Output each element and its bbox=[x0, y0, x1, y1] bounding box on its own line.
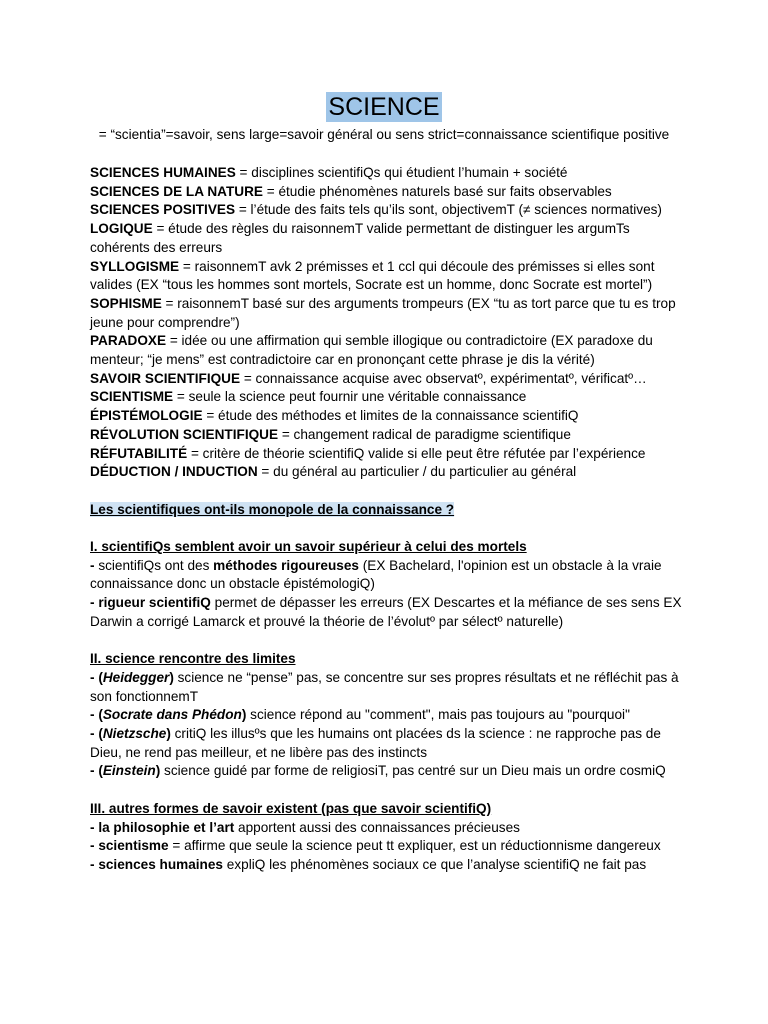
bullet-dash: - bbox=[90, 856, 99, 872]
spacer bbox=[90, 632, 690, 651]
spacer bbox=[90, 781, 690, 800]
definition-text: = étude des règles du raisonnemT valide permettant de distinguer les argumTs cohérents des erreurs bbox=[90, 221, 630, 255]
bullet-author: Socrate dans Phédon bbox=[102, 707, 242, 723]
definition-item bbox=[90, 445, 690, 464]
definition-term: ÉPISTÉMOLOGIE bbox=[90, 408, 203, 424]
bullet-bold: scientisme bbox=[98, 838, 169, 854]
definition-text: = connaissance acquise avec observatº, expérimentatº, vérificatº… bbox=[240, 370, 647, 386]
bullet-text: permet de dépasser les erreurs (EX Descartes et la méfiance de ses sens EX Darwin a corrigé Lamarck et prouvé la théorie de l’évolutº par sélectº naturelle) bbox=[90, 595, 682, 629]
bullet-bold: méthodes rigoureuses bbox=[213, 557, 359, 573]
definition-item bbox=[90, 332, 690, 369]
definition-item bbox=[90, 201, 690, 220]
definition-term: RÉVOLUTION SCIENTIFIQUE bbox=[90, 426, 279, 442]
bullet-text: (EX Bachelard, l'opinion est un obstacle à la vraie connaissance donc un obstacle épistémologiQ) bbox=[90, 557, 662, 592]
definition-term: SCIENCES POSITIVES bbox=[90, 202, 236, 218]
bullet-text: scientifiQs ont des bbox=[98, 557, 214, 573]
definition-item bbox=[90, 426, 690, 445]
bullet-item bbox=[90, 706, 690, 725]
definition-term: SCIENCES DE LA NATURE bbox=[90, 183, 263, 199]
bullet-bold: rigueur scientifiQ bbox=[98, 595, 211, 611]
bullet-text: apportent aussi des connaissances précieuses bbox=[234, 819, 520, 835]
bullet-text: science guidé par forme de religiosiT, pas centré sur un Dieu mais un ordre cosmiQ bbox=[160, 763, 666, 779]
definition-item bbox=[90, 407, 690, 426]
section-heading: III. autres formes de savoir existent (pas que savoir scientifiQ) bbox=[90, 800, 492, 816]
content bbox=[90, 164, 690, 875]
bullet-item bbox=[90, 725, 690, 762]
page-title: SCIENCE bbox=[328, 93, 440, 121]
definition-text: = étude des méthodes et limites de la connaissance scientifiQ bbox=[202, 408, 579, 424]
definition-text: = idée ou une affirmation qui semble illogique ou contradictoire (EX paradoxe du menteur; “je mens” est contradictoire car en prononçant cette phrase je dis la vérité) bbox=[90, 333, 653, 368]
bullet-bold: (Nietzsche) bbox=[98, 726, 171, 742]
title-wrapper bbox=[0, 92, 768, 122]
definition-text: = disciplines scientifiQs qui étudient l’humain + société bbox=[235, 165, 568, 180]
bullet-text: critiQ les illusºs que les humains ont placées ds la science : ne rapproche pas de Dieu, ne rend pas meilleur, et ne libère pas des instincts bbox=[90, 726, 661, 760]
bullet-bold: la philosophie et l’art bbox=[98, 819, 235, 835]
definition-item bbox=[90, 295, 690, 332]
bullet-text: science répond au "comment", mais pas toujours au "pourquoi" bbox=[246, 707, 630, 723]
definition-item bbox=[90, 258, 690, 295]
bullet-bold: (Heidegger) bbox=[98, 669, 174, 685]
bullet-item bbox=[90, 557, 690, 594]
definition-term: SAVOIR SCIENTIFIQUE bbox=[90, 370, 241, 386]
bullet-item bbox=[90, 819, 690, 838]
definition-text: = l’étude des faits tels qu’ils sont, objectivemT (≠ sciences normatives) bbox=[235, 202, 662, 218]
sections bbox=[90, 519, 690, 874]
definition-term: PARADOXE bbox=[90, 333, 167, 349]
bullet-text: expliQ les phénomènes sociaux ce que l’analyse scientifiQ ne fait pas bbox=[223, 856, 647, 872]
definition-text: = changement radical de paradigme scientifique bbox=[278, 426, 571, 442]
definition-term: SCIENCES HUMAINES bbox=[90, 165, 236, 180]
bullet-dash: - bbox=[90, 726, 99, 742]
definition-item bbox=[90, 388, 690, 407]
bullet-dash: - bbox=[90, 595, 99, 611]
bullet-dash: - bbox=[90, 819, 99, 835]
definition-item bbox=[90, 183, 690, 202]
bullet-bold: sciences humaines bbox=[98, 856, 223, 872]
bullet-author: Heidegger bbox=[102, 669, 170, 685]
bullet-dash: - bbox=[90, 838, 99, 854]
definition-item bbox=[90, 370, 690, 389]
bullet-item bbox=[90, 594, 690, 631]
definition-term: DÉDUCTION / INDUCTION bbox=[90, 464, 258, 480]
definitions-list bbox=[90, 164, 690, 482]
section-heading: II. science rencontre des limites bbox=[90, 651, 296, 667]
definition-text: = raisonnemT avk 2 prémisses et 1 ccl qui découle des prémisses si elles sont valides (EX “tous les hommes sont mortels, Socrate est un homme, donc Socrate est mortel”) bbox=[90, 258, 655, 293]
bullet-dash: - bbox=[90, 763, 99, 779]
definition-term: SCIENTISME bbox=[90, 389, 174, 405]
bullet-dash: - bbox=[90, 707, 99, 723]
spacer bbox=[90, 519, 690, 538]
bullet-text: science ne “pense” pas, se concentre sur ses propres résultats et ne réfléchit pas à son fonctionnemT bbox=[90, 669, 679, 704]
definition-text: = étudie phénomènes naturels basé sur faits observables bbox=[262, 183, 612, 199]
definition-term: SYLLOGISME bbox=[90, 258, 180, 274]
bullet-item bbox=[90, 837, 690, 856]
bullet-item bbox=[90, 762, 690, 781]
definition-text: = seule la science peut fournir une véritable connaissance bbox=[173, 389, 527, 405]
bullet-author: Einstein bbox=[102, 763, 156, 779]
definition-text: = critère de théorie scientifiQ valide si elle peut être réfutée par l’expérience bbox=[187, 445, 646, 461]
bullet-bold: (Einstein) bbox=[98, 763, 161, 779]
bullet-item bbox=[90, 856, 690, 875]
subtitle: = “scientia”=savoir, sens large=savoir général ou sens strict=connaissance scientifique positive bbox=[98, 127, 670, 142]
bullet-dash: - bbox=[90, 669, 99, 685]
bullet-item bbox=[90, 669, 690, 706]
definition-item bbox=[90, 220, 690, 257]
definition-term: LOGIQUE bbox=[90, 221, 153, 237]
definition-text: = raisonnemT basé sur des arguments trompeurs (EX “tu as tort parce que tu es trop jeune pour comprendre”) bbox=[90, 295, 676, 330]
definition-text: = du général au particulier / du particulier au général bbox=[257, 464, 577, 480]
definition-item bbox=[90, 164, 690, 183]
bullet-bold: (Socrate dans Phédon) bbox=[98, 707, 247, 723]
question-heading: Les scientifiques ont-ils monopole de la connaissance ? bbox=[90, 501, 455, 517]
section-heading: I. scientifiQs semblent avoir un savoir supérieur à celui des mortels bbox=[90, 539, 527, 555]
definition-term: RÉFUTABILITÉ bbox=[90, 445, 188, 461]
bullet-dash: - bbox=[90, 557, 99, 573]
definition-term: SOPHISME bbox=[90, 295, 162, 311]
definition-item bbox=[90, 463, 690, 482]
bullet-text: = affirme que seule la science peut tt expliquer, est un réductionnisme dangereux bbox=[168, 838, 661, 854]
bullet-author: Nietzsche bbox=[102, 726, 167, 742]
